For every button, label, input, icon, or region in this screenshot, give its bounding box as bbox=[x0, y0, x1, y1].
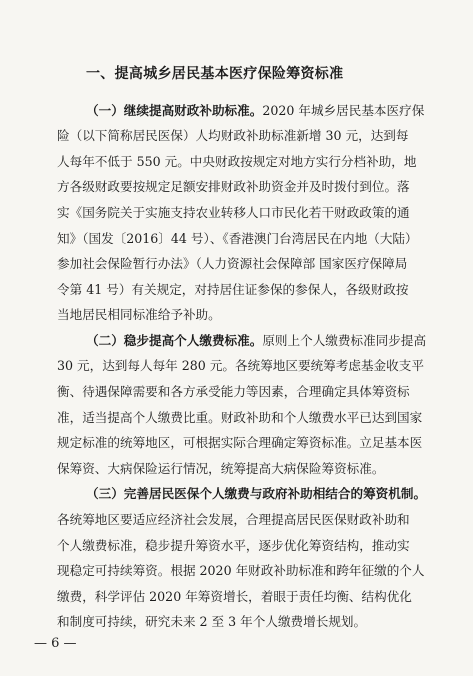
paragraph-3-line-2: 各统筹地区要适应经济社会发展，合理提高居民医保财政补助和 bbox=[57, 512, 410, 527]
paragraph-2-line-5: 规定标准的统筹地区，可根据实际合理确定筹资标准。立足基本医 bbox=[57, 435, 423, 450]
paragraph-3-line-6: 和制度可持续，研究未来 2 至 3 年个人缴费增长规划。 bbox=[57, 614, 367, 629]
paragraph-2-title: （二）稳步提高个人缴费标准。 bbox=[86, 333, 263, 348]
paragraph-1-title: （一）继续提高财政补助标准。 bbox=[86, 103, 263, 118]
paragraph-1-line-1 bbox=[86, 103, 424, 119]
paragraph-2-line-1 bbox=[86, 333, 426, 349]
paragraph-3-line-4: 现稳定可持续筹资。根据 2020 年财政补助标准和跨年征缴的个人 bbox=[57, 563, 425, 578]
paragraph-3-line-5: 缴费，科学评估 2020 年筹资增长，着眼于责任均衡、结构优化 bbox=[57, 589, 412, 604]
paragraph-2-line-4: 准，适当提高个人缴费比重。财政补助和个人缴费水平已达到国家 bbox=[57, 410, 423, 425]
paragraph-2-text: 原则上个人缴费标准同步提高 bbox=[262, 333, 427, 348]
paragraph-3-title: （三）完善居民医保个人缴费与政府补助相结合的筹资机制。 bbox=[86, 486, 427, 501]
paragraph-1-line-2: 险（以下简称居民医保）人均财政补助标准新增 30 元，达到每 bbox=[57, 128, 409, 143]
page-number: — 6 — bbox=[34, 636, 77, 651]
paragraph-1-line-9: 当地居民相同标准给予补助。 bbox=[57, 307, 221, 322]
paragraph-1-text: 2020 年城乡居民基本医疗保 bbox=[262, 103, 425, 118]
paragraph-2-line-6: 保筹资、大病保险运行情况，统筹提高大病保险筹资标准。 bbox=[57, 461, 385, 476]
paragraph-1-line-5: 实《国务院关于实施支持农业转移人口市民化若干财政政策的通 bbox=[57, 205, 410, 220]
paragraph-1-line-6: 知》（国发〔2016〕44 号）、《香港澳门台湾居民在内地（大陆） bbox=[57, 231, 418, 246]
paragraph-1-line-4: 方各级财政要按规定足额安排财政补助资金并及时拨付到位。落 bbox=[57, 179, 410, 194]
paragraph-3-line-1 bbox=[86, 486, 426, 502]
paragraph-1-line-7: 参加社会保险暂行办法》（人力资源社会保障部 国家医疗保障局 bbox=[57, 256, 408, 271]
paragraph-1-line-8: 令第 41 号）有关规定，对持居住证参保的参保人，各级财政按 bbox=[57, 282, 409, 297]
paragraph-2-line-3: 衡、待遇保障需要和各方承受能力等因素，合理确定具体筹资标 bbox=[57, 384, 410, 399]
paragraph-2-line-2: 30 元，达到每人每年 280 元。各统筹地区要统筹考虑基金收支平 bbox=[57, 358, 424, 373]
paragraph-1-line-3: 人每年不低于 550 元。中央财政按规定对地方实行分档补助，地 bbox=[57, 154, 417, 169]
paragraph-3-line-3: 个人缴费标准，稳步提升筹资水平，逐步优化筹资结构，推动实 bbox=[57, 538, 410, 553]
section-heading: 一、提高城乡居民基本医疗保险筹资标准 bbox=[86, 66, 344, 82]
